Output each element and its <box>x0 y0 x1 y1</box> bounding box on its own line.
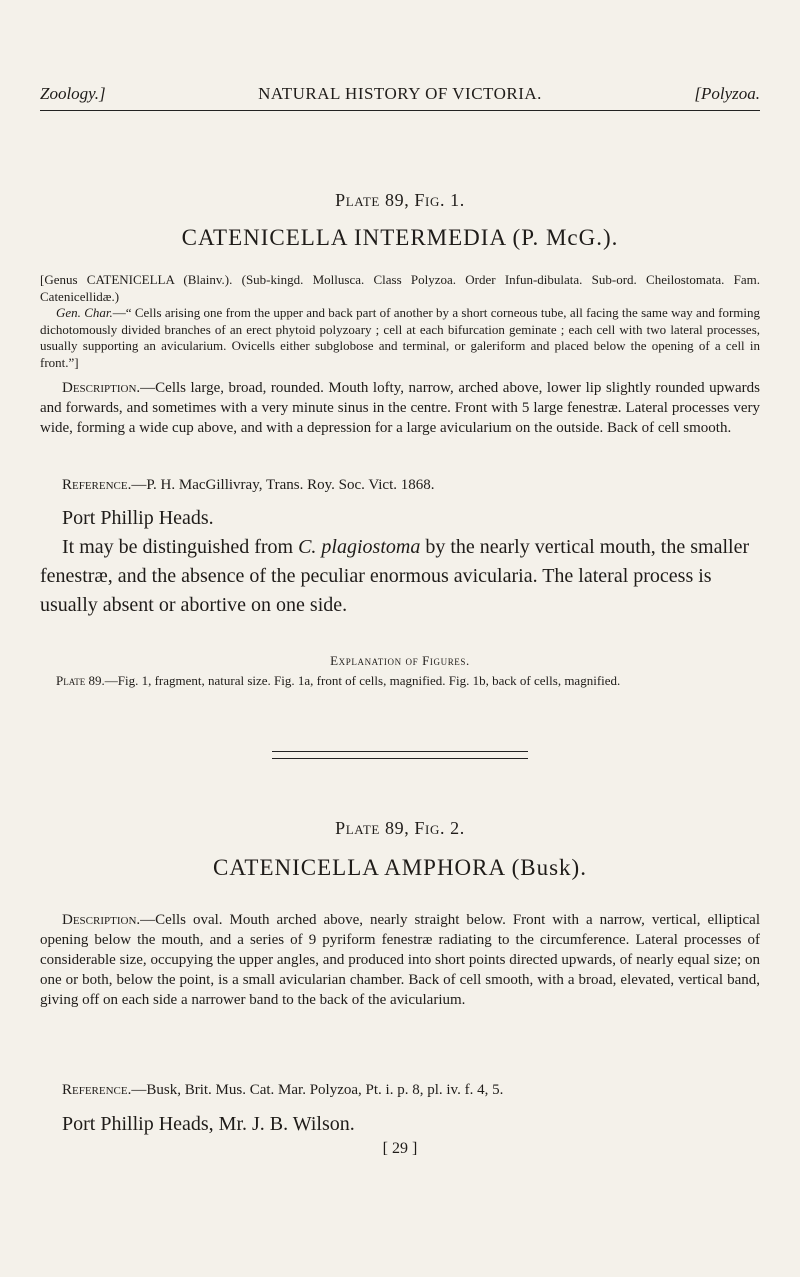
explanation-label: Plate 89. <box>56 673 105 688</box>
locality-2: Port Phillip Heads, Mr. J. B. Wilson. <box>62 1113 355 1135</box>
reference-1 <box>40 475 760 495</box>
explanation-heading: Explanation of Figures. <box>330 653 470 668</box>
locality-1: Port Phillip Heads. <box>62 507 214 529</box>
header-rule <box>40 110 760 111</box>
description-text-1: —Cells large, broad, rounded. Mouth lofty, narrow, arched above, lower lip slightly rounded upwards and forwards, and sometimes with a very minute sinus in the centre. Front with 5 large fenestræ. Lateral processes very wide, forming a wide cup above, and with a depression for a large avicularium on the outside. Back of cell smooth. <box>40 380 760 436</box>
header-right: [Polyzoa. <box>694 84 760 103</box>
plate-heading-2: Plate 89, Fig. 2. <box>335 818 465 838</box>
reference-2 <box>40 1080 760 1100</box>
gen-char <box>40 305 760 371</box>
description-1 <box>40 378 760 438</box>
reference-label-1: Reference. <box>62 477 132 493</box>
page-number: [ 29 ] <box>382 1140 418 1157</box>
gen-char-text: —“ Cells arising one from the upper and back part of another by a short corneous tube, all facing the same way and forming dichotomously divided branches of an erect phytoid polyzoary ; cell at each bifurcation geminate ; each cell with two lateral processes, usually supporting an avicularium. Ovicells either subglobose and terminal, or galeriform and placed below the opening of a cell in front.”] <box>40 305 760 370</box>
species-title-2: CATENICELLA AMPHORA (Busk). <box>213 855 587 880</box>
description-label-1: Description. <box>62 380 141 396</box>
header-title: NATURAL HISTORY OF VICTORIA. <box>258 84 542 103</box>
reference-label-2: Reference. <box>62 1082 132 1098</box>
description-text-2: —Cells oval. Mouth arched above, nearly straight below. Front with a narrow, vertical, elliptical opening below the mouth, and a series of 9 pyriform fenestræ radiating to the circumference. Lateral processes of considerable size, occupying the upper angles, and produced into short points directed upwards, of nearly equal size; on one or both, below the point, is a small avicularian chamber. Back of cell smooth, with a broad, elevated, vertical band, giving off on each side a narrower band to the back of the avicularium. <box>40 912 760 1008</box>
description-label-2: Description. <box>62 912 141 928</box>
section-divider <box>272 751 528 759</box>
gen-char-label: Gen. Char. <box>56 305 113 320</box>
locality-and-note-1 <box>40 504 760 620</box>
genus-text: [Genus CATENICELLA (Blainv.). (Sub-kingd. Mollusca. Class Polyzoa. Order Infun-dibulata. Sub-ord. Cheilostomata. Fam. Catenicellidæ.) <box>40 272 760 304</box>
reference-text-2: —Busk, Brit. Mus. Cat. Mar. Polyzoa, Pt. i. p. 8, pl. iv. f. 4, 5. <box>131 1082 504 1098</box>
remarks-1: It may be distinguished from C. plagiostoma by the nearly vertical mouth, the smaller fenestræ, and the absence of the peculiar enormous avicularia. The lateral process is usually absent or abortive on one side. <box>40 536 750 616</box>
header-left: Zoology.] <box>40 84 106 103</box>
explanation-text: —Fig. 1, fragment, natural size. Fig. 1a, front of cells, magnified. Fig. 1b, back of cells, magnified. <box>104 673 621 688</box>
explanation-1 <box>40 673 760 690</box>
running-header <box>40 84 760 104</box>
species-title-1: CATENICELLA INTERMEDIA (P. McG.). <box>181 225 619 250</box>
genus-note <box>40 272 760 371</box>
description-2 <box>40 910 760 1010</box>
species-italic: C. plagiostoma <box>298 536 421 558</box>
reference-text-1: —P. H. MacGillivray, Trans. Roy. Soc. Vict. 1868. <box>131 477 435 493</box>
plate-heading-1: Plate 89, Fig. 1. <box>335 190 465 210</box>
